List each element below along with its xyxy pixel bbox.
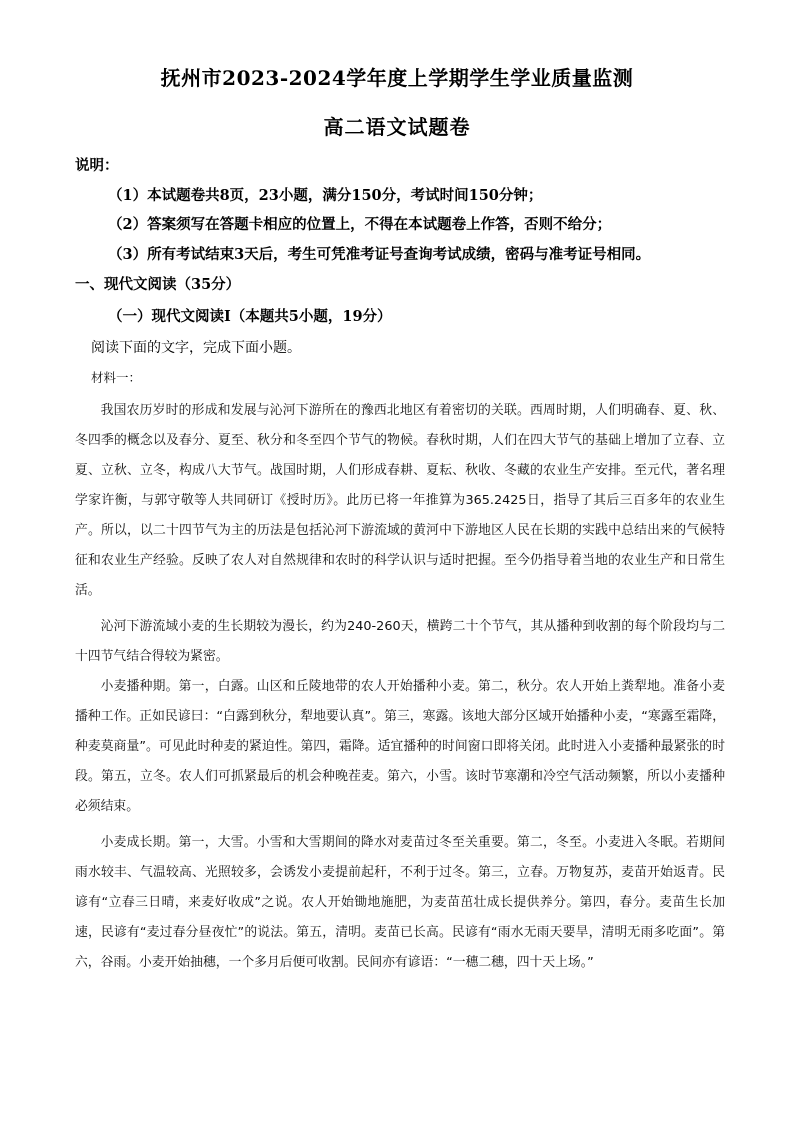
note-item: （3）所有考试结束3天后，考生可凭准考证号查询考试成绩，密码与准考证号相同。	[108, 246, 651, 263]
passage-paragraph: 小麦成长期。第一，大雪。小雪和大雪期间的降水对麦苗过冬至关重要。第二，冬至。小麦进入冬眠。若期间雨水较丰、气温较高、光照较多，会诱发小麦提前起秆，不利于过冬。第三，立春。万物复苏，麦苗开始返青。民谚有“立春三日晴，来麦好收成”之说。农人开始锄地施肥，为麦苗茁壮成长提供养分。第四，春分。麦苗生长加速，民谚有“麦过春分昼夜忙”的说法。第五，清明。麦苗已长高。民谚有“雨水无雨天要旱，清明无雨多吃面”。第六，谷雨。小麦开始抽穗，一个多月后便可收割。民间亦有谚语：“一穗二穗，四十天上场。”	[75, 835, 725, 970]
passage-paragraph: 小麦播种期。第一，白露。山区和丘陵地带的农人开始播种小麦。第二，秋分。农人开始上粪犁地。准备小麦播种工作。正如民谚曰：“白露到秋分，犁地要认真”。第三，寒露。该地大部分区域开始播种小麦，“寒露至霜降，种麦莫商量”。可见此时种麦的紧迫性。第四，霜降。适宜播种的时间窗口即将关闭。此时进入小麦播种最紧张的时段。第五，立冬。农人们可抓紧最后的机会种晚茬麦。第六，小雪。该时节寒潮和冷空气活动频繁，所以小麦播种必须结束。	[75, 679, 725, 814]
passage-paragraph: 沁河下游流域小麦的生长期较为漫长，约为240-260天，横跨二十个节气，其从播种到收割的每个阶段均与二十四节气结合得较为紧密。	[75, 619, 725, 664]
subsection-heading: （一）现代文阅读Ⅰ（本题共5小题，19分）	[108, 308, 392, 325]
passage-paragraph: 我国农历岁时的形成和发展与沁河下游所在的豫西北地区有着密切的关联。西周时期，人们明确春、夏、秋、冬四季的概念以及春分、夏至、秋分和冬至四个节气的物候。春秋时期，人们在四大节气的基础上增加了立春、立夏、立秋、立冬，构成八大节气。战国时期，人们形成春耕、夏耘、秋收、冬藏的农业生产安排。至元代，著名理学家许衡，与郭守敬等人共同研订《授时历》。此历已将一年推算为365.2425日，指导了其后三百多年的农业生产。所以，以二十四节气为主的历法是包括沁河下游流域的黄河中下游地区人民在长期的实践中总结出来的气候特征和农业生产经验。反映了农人对自然规律和农时的科学认识与适时把握。至今仍指导着当地的农业生产和日常生活。	[75, 403, 725, 598]
note-item: （1）本试题卷共8页，23小题，满分150分，考试时间150分钟；	[108, 187, 543, 204]
note-item: （2）答案须写在答题卡相应的位置上，不得在本试题卷上作答，否则不给分；	[108, 216, 612, 233]
material-label: 材料一：	[91, 370, 142, 385]
exam-subtitle: 高二语文试题卷	[323, 115, 471, 139]
exam-title: 抚州市2023-2024学年度上学期学生学业质量监测	[160, 66, 634, 90]
section-heading: 一、现代文阅读（35分）	[75, 276, 241, 293]
notes-label: 说明：	[75, 157, 119, 174]
reading-instruction: 阅读下面的文字，完成下面小题。	[91, 340, 301, 356]
